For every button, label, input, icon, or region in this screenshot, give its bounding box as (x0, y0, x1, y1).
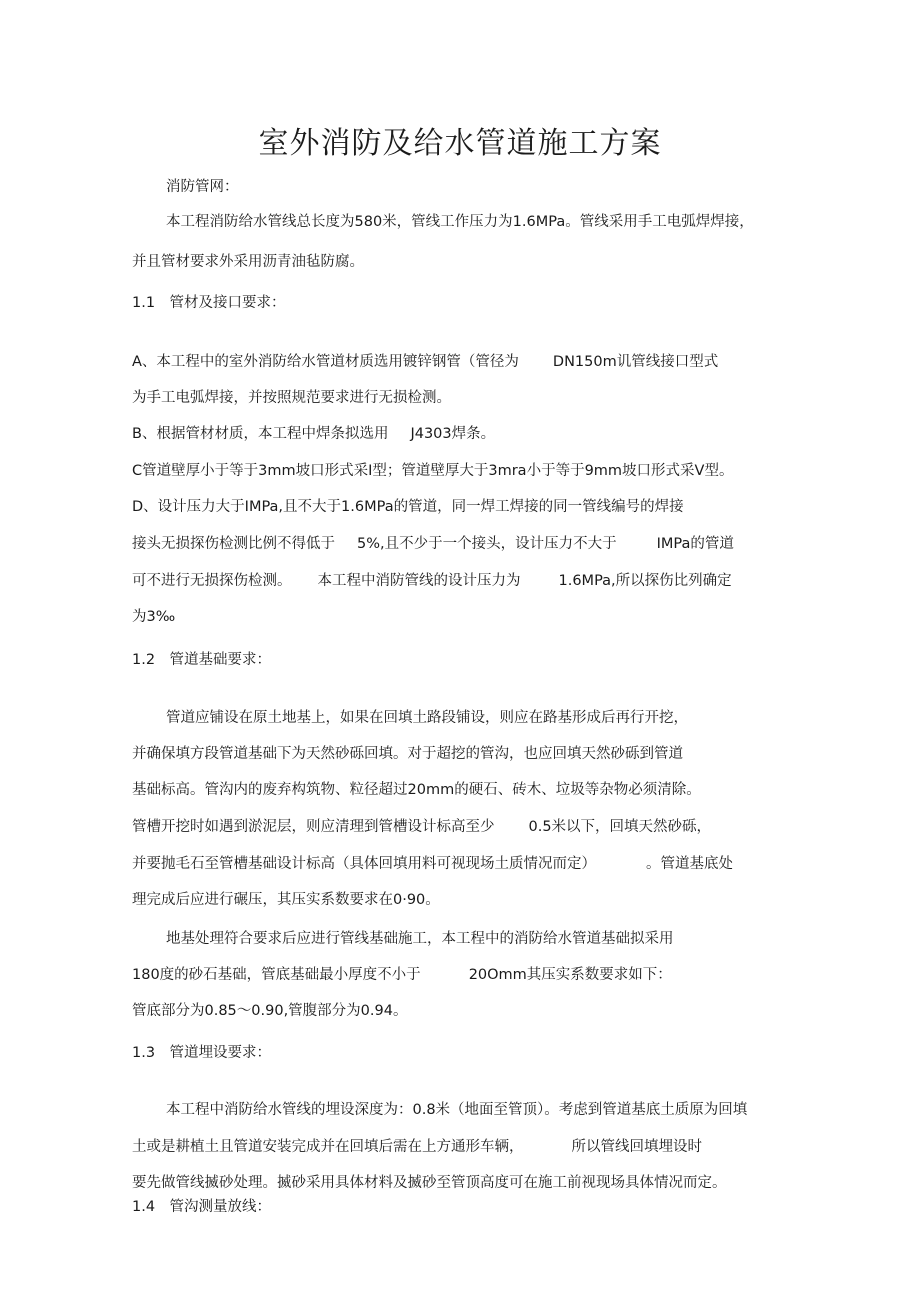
text-segment: 管槽开挖时如遇到淤泥层，则应清理到管槽设计标高至少 (132, 819, 495, 835)
text-segment: 接头无损探伤检测比例不得低于 (132, 536, 335, 552)
paragraph-line (132, 1137, 702, 1157)
heading-1-4: 1.4 管沟测量放线： (132, 1199, 272, 1215)
document-title: 室外消防及给水管道施工方案 (258, 126, 662, 161)
paragraph-line (132, 965, 672, 985)
paragraph-line: 管底部分为0.85～0.90,管腹部分为0.94。 (132, 1003, 408, 1019)
paragraph-line: 为手工电弧焊接，并按照规范要求进行无损检测。 (132, 390, 451, 406)
paragraph-line (132, 854, 733, 874)
text-segment: DN150m讥管线接口型式 (552, 354, 719, 370)
paragraph-line: 要先做管线揻砂处理。揻砂采用具体材料及揻砂至管顶高度可在施工前视现场具体情况而定。 (132, 1175, 727, 1191)
text-segment: J4303焊条。 (410, 426, 496, 442)
text-segment: IMPa的管道 (656, 536, 734, 552)
paragraph-line: 地基处理符合要求后应进行管线基础施工，本工程中的消防给水管道基础拟采用 (166, 931, 674, 947)
paragraph-line: 并确保填方段管道基础下为天然砂砾回填。对于超挖的管沟，也应回填天然砂砾到管道 (132, 746, 683, 762)
paragraph-line: 本工程消防给水管线总长度为580米，管线工作压力为1.6MPa。管线采用手工电弧焊焊接， (166, 214, 754, 230)
paragraph-line: 为3‰ (132, 609, 176, 625)
heading-1-3: 1.3 管道埋设要求： (132, 1045, 272, 1061)
text-segment: 可不进行无损探伤检测。 (132, 573, 292, 589)
text-segment: 所以管线回填埋设时 (571, 1139, 702, 1155)
text-segment: A、本工程中的室外消防给水管道材质选用镀锌钢管（管径为 (132, 354, 519, 370)
text-segment: 。管道基底处 (646, 856, 733, 872)
text-segment: 1.6MPa,所以探伤比列确定 (558, 573, 732, 589)
paragraph-line (132, 424, 495, 444)
paragraph-line (132, 534, 734, 554)
text-segment: 本工程中消防管线的设计压力为 (317, 573, 521, 589)
heading-1-2: 1.2 管道基础要求： (132, 652, 272, 668)
text-segment: 0.5米以下，回填天然砂砾， (528, 819, 712, 835)
text-segment: B、根据管材材质，本工程中焊条拟选用 (132, 426, 389, 442)
text-segment: 20Omm其压实系数要求如下： (468, 967, 672, 983)
paragraph-line: D、设计压力大于IMPa,且不大于1.6MPa的管道，同一焊工焊接的同一管线编号的焊接 (132, 499, 684, 515)
text-segment: 5%,且不少于一个接头，设计压力不大于 (357, 536, 617, 552)
heading-1-1: 1.1 管材及接口要求： (132, 295, 286, 311)
text-segment: 180度的砂石基础，管底基础最小厚度不小于 (132, 967, 421, 983)
paragraph-line: 理完成后应进行碾压，其压实系数要求在0·90。 (132, 892, 440, 908)
paragraph-line (132, 817, 711, 837)
paragraph-line: C管道壁厚小于等于3mm坡口形式采I型；管道壁厚大于3mra小于等于9mm坡口形式采V型。 (132, 463, 734, 479)
text-segment: 并要抛毛石至管槽基础设计标高（具体回填用料可视现场土质情况而定） (132, 856, 596, 872)
paragraph-line: 本工程中消防给水管线的埋设深度为：0.8米（地面至管顶）。考虑到管道基底土质原为回填 (166, 1102, 748, 1118)
section-label-fire-network: 消防管网： (166, 179, 239, 195)
paragraph-line: 管道应铺设在原土地基上，如果在回填土路段铺设，则应在路基形成后再行开挖， (166, 710, 688, 726)
text-segment: 土或是耕植土且管道安装完成并在回填后需在上方通形车辆， (132, 1139, 524, 1155)
paragraph-line (132, 571, 732, 591)
paragraph-line (132, 352, 718, 372)
paragraph-line: 基础标高。管沟内的废弃构筑物、粒径超过20mm的硬石、砖木、垃圾等杂物必须清除。 (132, 782, 701, 798)
paragraph-line: 并且管材要求外采用沥青油毡防腐。 (132, 254, 364, 270)
